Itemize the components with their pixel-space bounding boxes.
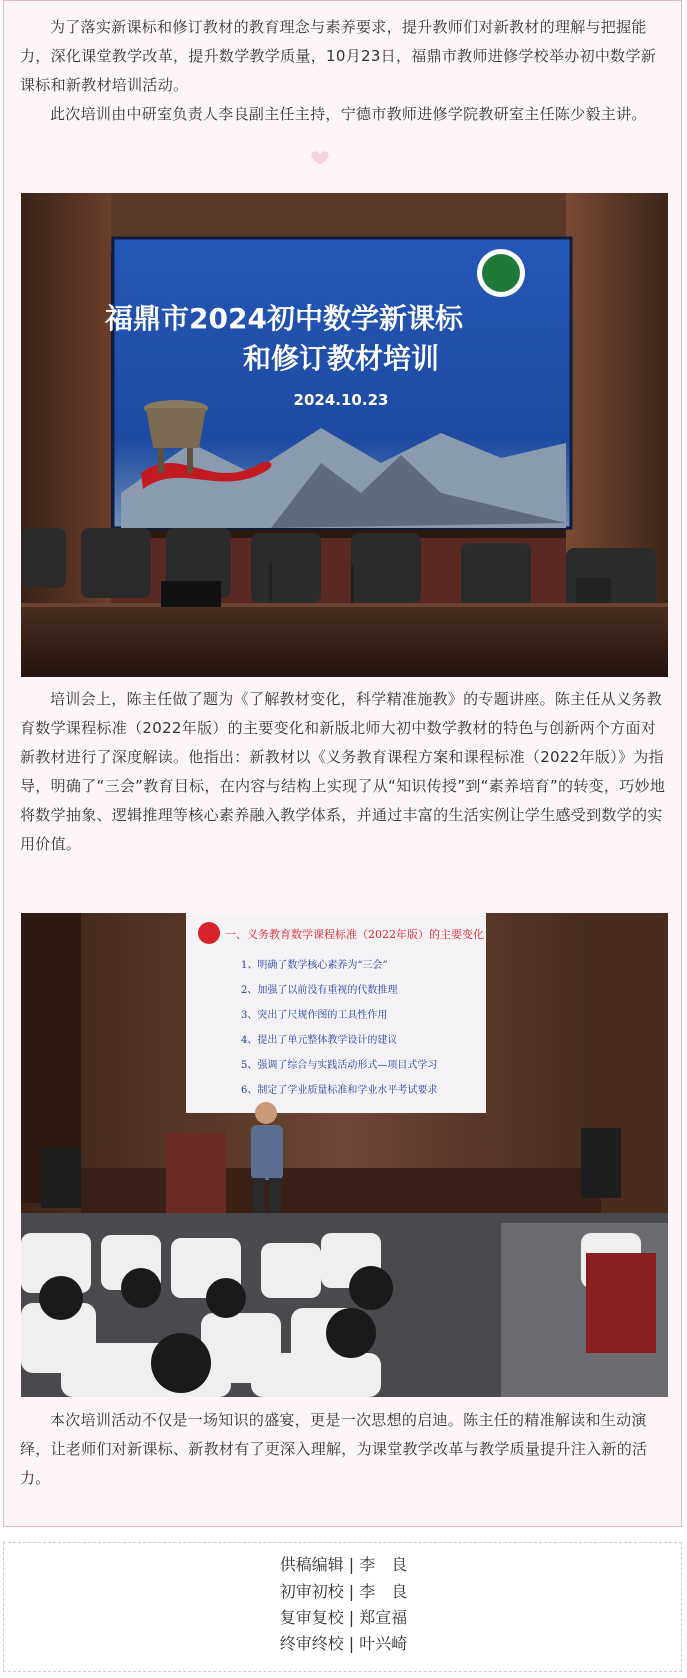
credits-box xyxy=(3,1542,682,1672)
article-card xyxy=(3,0,682,1527)
screen-date: 2024.10.23 xyxy=(293,391,389,409)
screen-title-line1: 福鼎市2024初中数学新课标 xyxy=(105,302,463,335)
slide-item: 5、强调了综合与实践活动形式—项目式学习 xyxy=(241,1060,438,1071)
slide-item: 2、加强了以前没有重视的代数推理 xyxy=(241,985,398,996)
closing-paragraph: 本次培训活动不仅是一场知识的盛宴，更是一次思想的启迪。陈主任的精准解读和生动演绎，让老师们对新课标、新教材有了更深入理解，为课堂教学改革与教学质量提升注入新的活力。 xyxy=(20,1411,648,1487)
heart-divider-icon xyxy=(308,150,332,166)
intro-paragraph: 为了落实新课标和修订教材的教育理念与素养要求，提升教师们对新教材的理解与把握能力，深化课堂教学改革，提升数学教学质量，10月23日，福鼎市教师进修学校举办初中数学新课标和新教材培训活动。 xyxy=(20,18,657,94)
credit-first-review: 初审初校 | 李 良 xyxy=(279,1582,408,1601)
slide-item: 6、制定了学业质量标准和学业水平考试要求 xyxy=(241,1085,438,1096)
slide-item: 1、明确了数学核心素养为“三会” xyxy=(241,960,388,971)
credit-second-review: 复审复校 | 郑宣福 xyxy=(279,1608,408,1627)
screen-title-line2: 和修订教材培训 xyxy=(242,342,440,375)
host-paragraph: 此次培训由中研室负责人李良副主任主持，宁德市教师进修学院教研室主任陈少毅主讲。 xyxy=(50,105,647,123)
slide-item: 4、提出了单元整体教学设计的建议 xyxy=(241,1035,398,1046)
lecture-paragraph: 培训会上，陈主任做了题为《了解教材变化，科学精准施教》的专题讲座。陈主任从义务教育数学课程标准（2022年版）的主要变化和新版北师大初中数学教材的特色与创新两个方面对新教材进行了深度解读。他指出：新教材以《义务教育课程方案和课程标准（2022年版）》为指导，明确了“三会”教育目标，在内容与结构上实现了从“知识传授”到“素养培育”的转变，巧妙地将数学抽象、逻辑推理等核心素养融入教学体系，并通过丰富的生活实例让学生感受到数学的实用价值。 xyxy=(20,690,666,853)
slide-title: 一、义务教育数学课程标准（2022年版）的主要变化 xyxy=(225,928,484,941)
lecture-photo xyxy=(21,913,668,1397)
credit-editor: 供稿编辑 | 李 良 xyxy=(279,1555,408,1574)
slide-item: 3、突出了尺规作图的工具性作用 xyxy=(241,1010,388,1021)
credit-final-review: 终审终校 | 叶兴崎 xyxy=(279,1634,408,1653)
training-screen-photo xyxy=(21,193,668,677)
